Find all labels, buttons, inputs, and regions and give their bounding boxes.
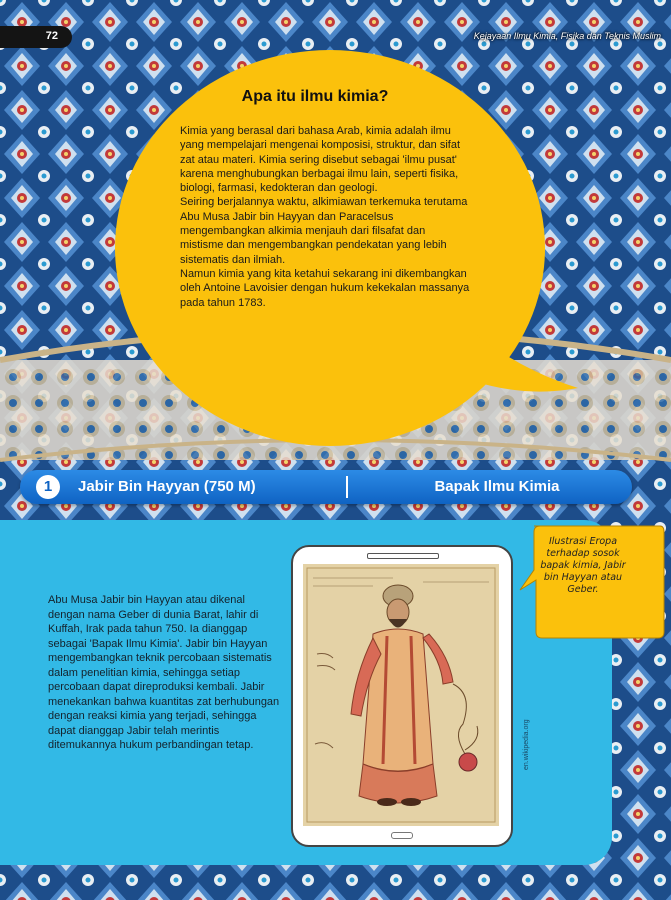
image-credit: en.wikipedia.org [523, 719, 530, 770]
bubble-body [180, 124, 470, 310]
bubble-paragraph: Kimia yang berasal dari bahasa Arab, kimia adalah ilmu yang mempelajari mengenai komposisi, struktur, dan sifat zat atau materi. Kimia sering disebut sebagai 'ilmu pusat' karena menghubungkan berbagai ilmu lain, seperti fisika, biologi, farmasi, kedokteran dan geologi. [180, 125, 461, 195]
tablet-speaker [367, 553, 439, 559]
page-number-tab [0, 26, 72, 48]
tablet-frame [291, 545, 513, 847]
info-body-text: Abu Musa Jabir bin Hayyan atau dikenal dengan nama Geber di dunia Barat, lahir di Kuffah, Irak pada tahun 750. Ia dianggap sebagai 'Bapak Ilmu Kimia'. Jabir bin Hayyan mengembangkan teknik percobaan sistematis dalam penelitian kimia, sehingga setiap percobaan dapat direproduksi kembali. Jabir menekankan bahwa kuantitas zat berhubungan dengan reaksi kimia yang terjadi, sehingga dapat dianggap Jabir telah merintis ditemukannya hukum perbandingan tetap. [48, 594, 280, 751]
jabir-portrait-image [303, 564, 499, 826]
section-title: Jabir Bin Hayyan (750 M) [78, 478, 256, 495]
running-title: Kejayaan Ilmu Kimia, Fisika dan Teknis Muslim [473, 31, 661, 41]
section-divider [346, 476, 348, 498]
bubble-paragraph: Namun kimia yang kita ketahui sekarang ini dikembangkan oleh Antoine Lavoisier dengan hukum kekekalan massanya pada tahun 1783. [180, 267, 470, 309]
bubble-paragraph: Seiring berjalannya waktu, alkimiawan terkemuka terutama Abu Musa Jabir bin Hayyan dan Paracelsus mengembangkan alkimia menjauh dari filsafat dan mistisme dan mengembangkan pendekatan yang lebih sistematis dan ilmiah. [180, 196, 468, 266]
section-header-bar [20, 470, 632, 504]
jabir-illustration [303, 564, 499, 826]
section-number-badge: 1 [36, 475, 60, 499]
tablet-home-button [391, 832, 413, 839]
caption-text: Ilustrasi Eropa terhadap sosok bapak kimia, Jabir bin Hayyan atau Geber. [540, 536, 626, 595]
section-subtitle: Bapak Ilmu Kimia [434, 478, 560, 495]
bubble-title: Apa itu ilmu kimia? [241, 88, 389, 105]
page-number: 72 [45, 30, 58, 42]
